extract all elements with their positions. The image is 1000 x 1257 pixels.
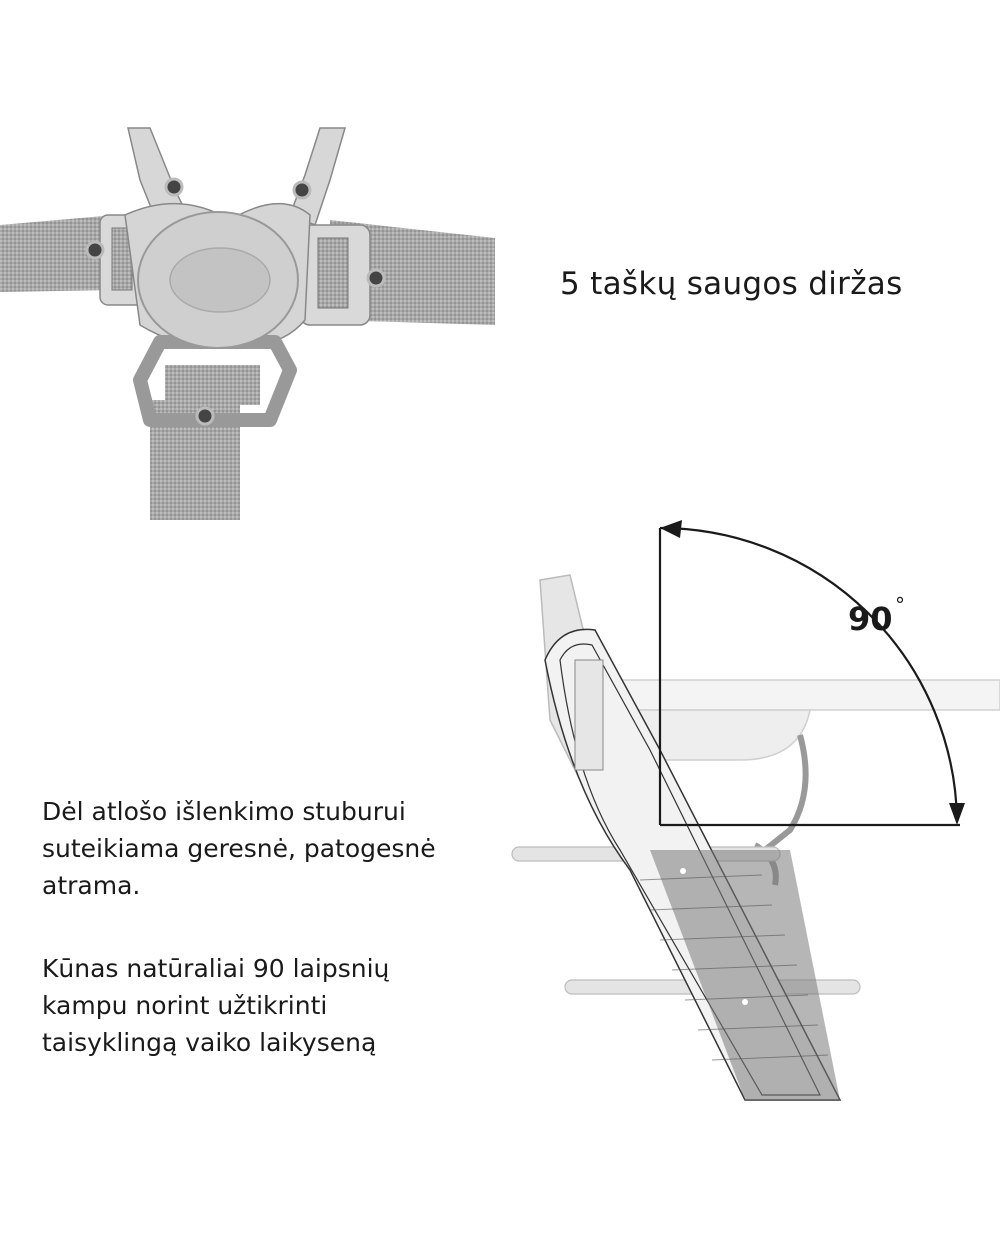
posture-description: Kūnas natūraliai 90 laipsnių kampu norint užtikrinti taisyklingą vaiko laikyseną <box>42 954 390 1057</box>
arrowhead-right <box>949 803 965 825</box>
arrowhead-top <box>660 520 682 538</box>
harness-title: 5 taškų saugos diržas <box>560 266 903 302</box>
angle-label: 90 <box>848 600 893 638</box>
chair-angle-diagram <box>500 520 1000 1120</box>
backrest-description: Dėl atlošo išlenkimo stuburui suteikiama geresnė, patogesnė atrama. <box>42 797 436 900</box>
backrest <box>540 575 840 1100</box>
angle-unit: ° <box>895 593 905 617</box>
harness-buckle-illustration <box>0 120 500 520</box>
right-angle-lines <box>660 528 960 825</box>
